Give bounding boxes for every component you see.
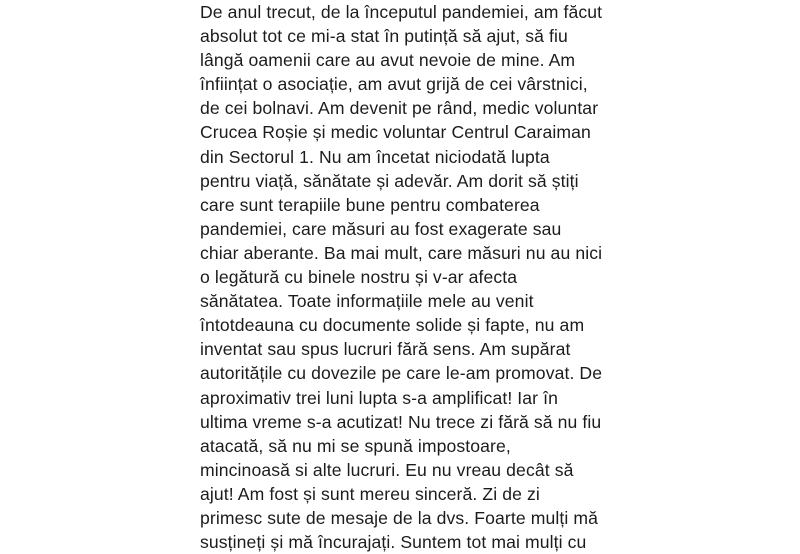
text-line: mincinoasă si alte lucruri. Eu nu vreau decât să — [200, 459, 574, 480]
text-line: pentru viață, sănătate și adevăr. Am dorit să știți — [200, 170, 579, 191]
text-line: atacată, să nu mi se spună impostoare, — [200, 435, 511, 456]
text-line: autoritățile cu dovezile pe care le-am promovat. De — [200, 363, 603, 384]
text-line: o legătură cu binele nostru și v-ar afecta — [200, 267, 518, 288]
text-line: pandemiei, care măsuri au fost exagerate sau — [200, 218, 562, 239]
text-line: chiar aberante. Ba mai mult, care măsuri nu au nici — [200, 242, 603, 263]
post-text — [200, 0, 603, 554]
text-line: absolut tot ce mi-a stat în putință să ajut, să fiu — [200, 26, 568, 47]
text-line: lângă oamenii care au avut nevoie de mine. Am — [200, 50, 576, 71]
text-line: care sunt terapiile bune pentru combaterea — [200, 194, 540, 215]
text-line: din Sectorul 1. Nu am încetat niciodată lupta — [200, 146, 550, 167]
text-line: sănătatea. Toate informațiile mele au venit — [200, 291, 534, 312]
text-line: primesc sute de mesaje de la dvs. Foarte mulți mă — [200, 507, 598, 528]
text-line: ultima vreme s-a acutizat! Nu trece zi fără să nu fiu — [200, 411, 602, 432]
text-line: ajut! Am fost și sunt mereu sinceră. Zi de zi — [200, 483, 540, 504]
text-line: Crucea Roșie și medic voluntar Centrul Caraiman — [200, 122, 591, 143]
text-line: întotdeauna cu documente solide și fapte, nu am — [200, 315, 585, 336]
text-line: înființat o asociație, am avut grijă de cei vârstnici, — [200, 74, 588, 95]
text-line: aproximativ trei luni lupta s-a amplificat! Iar în — [200, 387, 558, 408]
text-line: susțineți și mă încurajați. Suntem tot mai mulți cu — [200, 532, 587, 553]
text-line: inventat sau spus lucruri fără sens. Am supărat — [200, 339, 571, 360]
text-line: De anul trecut, de la începutul pandemiei, am făcut — [200, 2, 603, 22]
text-line: de cei bolnavi. Am devenit pe rând, medic voluntar — [200, 98, 599, 119]
